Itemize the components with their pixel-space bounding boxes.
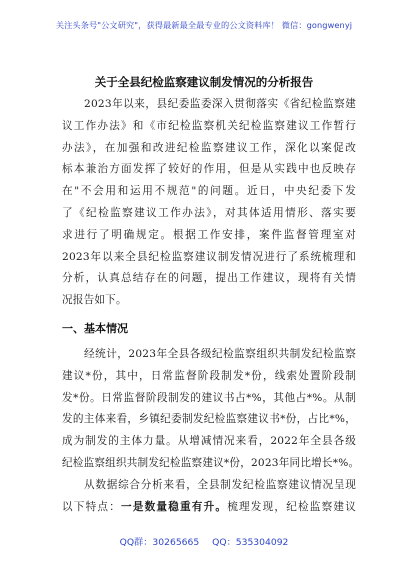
paragraph-line: 在"不会用和运用不规范"的问题。近日，中央纪委下发 bbox=[62, 185, 356, 198]
paragraph-line: 标本兼治方面发挥了较好的作用，但是从实践中也反映存 bbox=[62, 163, 356, 176]
paragraph-line: 办法》，在加强和改进纪检监察建议工作，深化以案促改 bbox=[62, 141, 356, 154]
banner-text: 关注头条号"公文研究"，获得最新最全最专业的公文资料库！ 微信：gongwenyj bbox=[55, 20, 353, 30]
emphasis-text: 一是数量稳重有升。 bbox=[121, 500, 228, 513]
paragraph-line: 纪检监察组织共制发纪检监察建议*份，2023年同比增长*%。 bbox=[62, 456, 360, 469]
footer-contacts bbox=[0, 534, 408, 548]
paragraph-line: 了《纪检监察建议工作办法》，对其体适用情形、落实要 bbox=[62, 206, 356, 219]
paragraph-line: 2023年以来全县纪检监察建议制发情况进行了系统梳理和 bbox=[62, 250, 356, 263]
document-title: 关于全县纪检监察建议制发情况的分析报告 bbox=[94, 75, 314, 89]
paragraph-line: 求进行了明确规定。根据工作安排，案件监督管理室对 bbox=[62, 228, 356, 241]
paragraph-line: 议工作办法》和《市纪检监察机关纪检监察建议工作暂行 bbox=[62, 119, 356, 132]
qq-number-text: QQ：535304092 bbox=[212, 537, 289, 548]
section-heading: 一、基本情况 bbox=[62, 321, 128, 335]
line-suffix: 梳理发现，纪检监察建议 bbox=[227, 500, 356, 513]
paragraph-line: 建议*份，其中，日常监督阶段制发*份，线索处置阶段制 bbox=[62, 369, 356, 382]
paragraph-line bbox=[62, 497, 356, 519]
paragraph-line: 经统计，2023年全县各级纪检监察组织共制发纪检监察 bbox=[84, 347, 356, 360]
qq-group-text: QQ群：30265665 bbox=[119, 537, 200, 548]
document-body bbox=[62, 94, 360, 518]
paragraph-line: 2023年以来，县纪委监委深入贯彻落实《省纪检监察建 bbox=[84, 98, 356, 110]
paragraph-line: 发*份。日常监督阶段制发的建议书占*%，其他占*%。从制 bbox=[62, 391, 356, 404]
paragraph-line: 从数据综合分析来看，全县制发纪检监察建议情况呈现 bbox=[84, 478, 356, 491]
paragraph-line: 况报告如下。 bbox=[62, 294, 127, 307]
line-prefix: 以下特点： bbox=[62, 500, 121, 513]
paragraph-line: 成为制发的主体力量。从增减情况来看，2022年全县各级 bbox=[62, 435, 356, 448]
paragraph-line: 分析，认真总结存在的问题，提出工作建议，现将有关情 bbox=[62, 272, 356, 285]
paragraph-line: 发的主体来看，乡镇纪委制发纪检监察建议书*份，占比*%， bbox=[62, 413, 356, 426]
